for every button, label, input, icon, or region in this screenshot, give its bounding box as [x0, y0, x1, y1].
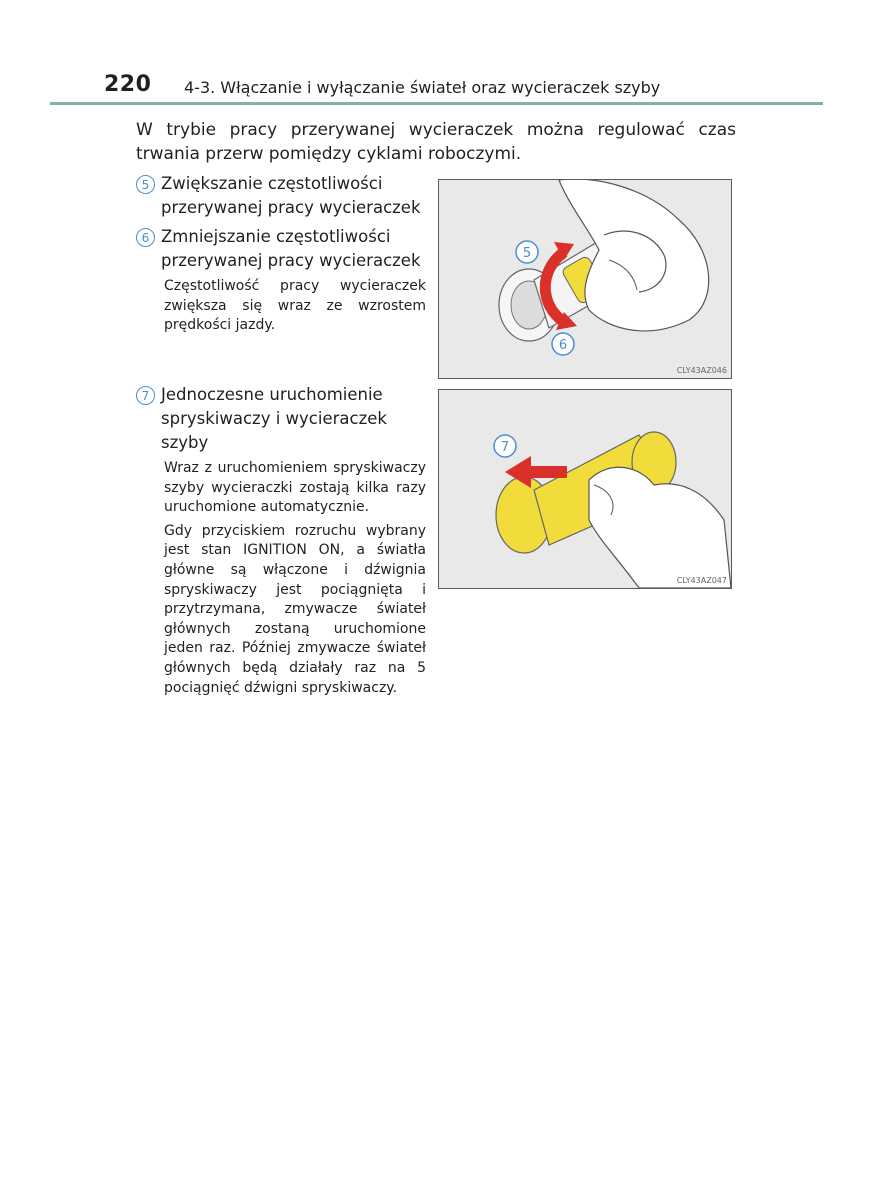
figure-washer-pull [438, 389, 732, 589]
list-item-title: Zwiększanie częstotliwości przerywanej pracy wycieraczek [161, 174, 421, 217]
list-item-heading [136, 383, 426, 455]
section-title: 4-3. Włączanie i wyłączanie świateł oraz wycieraczek szyby [184, 78, 661, 97]
list-item-heading [136, 172, 426, 220]
figure-code: CLY43AZ046 [676, 366, 727, 375]
callout-number: 7 [136, 386, 155, 405]
item-note: Gdy przyciskiem rozruchu wybrany jest stan IGNITION ON, a światła główne są włączone i dźwignia spryskiwaczy jest pociągnięta i przytrzymana, zmywacze świateł głównych zostaną uruchomione jeden raz. Później zmywacze świateł głównych będą działały raz na 5 pociągnięć dźwigni spryskiwaczy. [164, 522, 426, 696]
callout-number: 5 [136, 175, 155, 194]
item-note: Wraz z uruchomieniem spryskiwaczy szyby wycieraczki zostają kilka razy uruchomione automatycznie. [164, 460, 426, 516]
wiper-interval-illustration [439, 180, 731, 378]
figure-wiper-interval [438, 179, 732, 379]
list-item-increase-frequency [136, 172, 426, 220]
list-item-title: Zmniejszanie częstotliwości przerywanej pracy wycieraczek [161, 227, 421, 270]
washer-pull-illustration [439, 390, 731, 588]
page-number: 220 [104, 72, 152, 97]
callout-number: 6 [136, 228, 155, 247]
intro-paragraph: W trybie pracy przerywanej wycieraczek można regulować czas trwania przerw pomiędzy cyklami roboczymi. [136, 120, 736, 164]
list-item-washer [136, 383, 426, 698]
list-item-title: Jednoczesne uruchomienie spryskiwaczy i wycieraczek szyby [161, 385, 387, 452]
callout-6: 6 [558, 338, 568, 353]
callout-5: 5 [522, 246, 532, 261]
item-note: Częstotliwość pracy wycieraczek zwiększa się wraz ze wzrostem prędkości jazdy. [164, 278, 426, 334]
list-item-decrease-frequency [136, 225, 426, 336]
page-header [0, 0, 877, 110]
figure-code: CLY43AZ047 [676, 576, 727, 585]
callout-7: 7 [500, 440, 510, 455]
list-item-heading [136, 225, 426, 273]
header-divider [50, 102, 823, 105]
